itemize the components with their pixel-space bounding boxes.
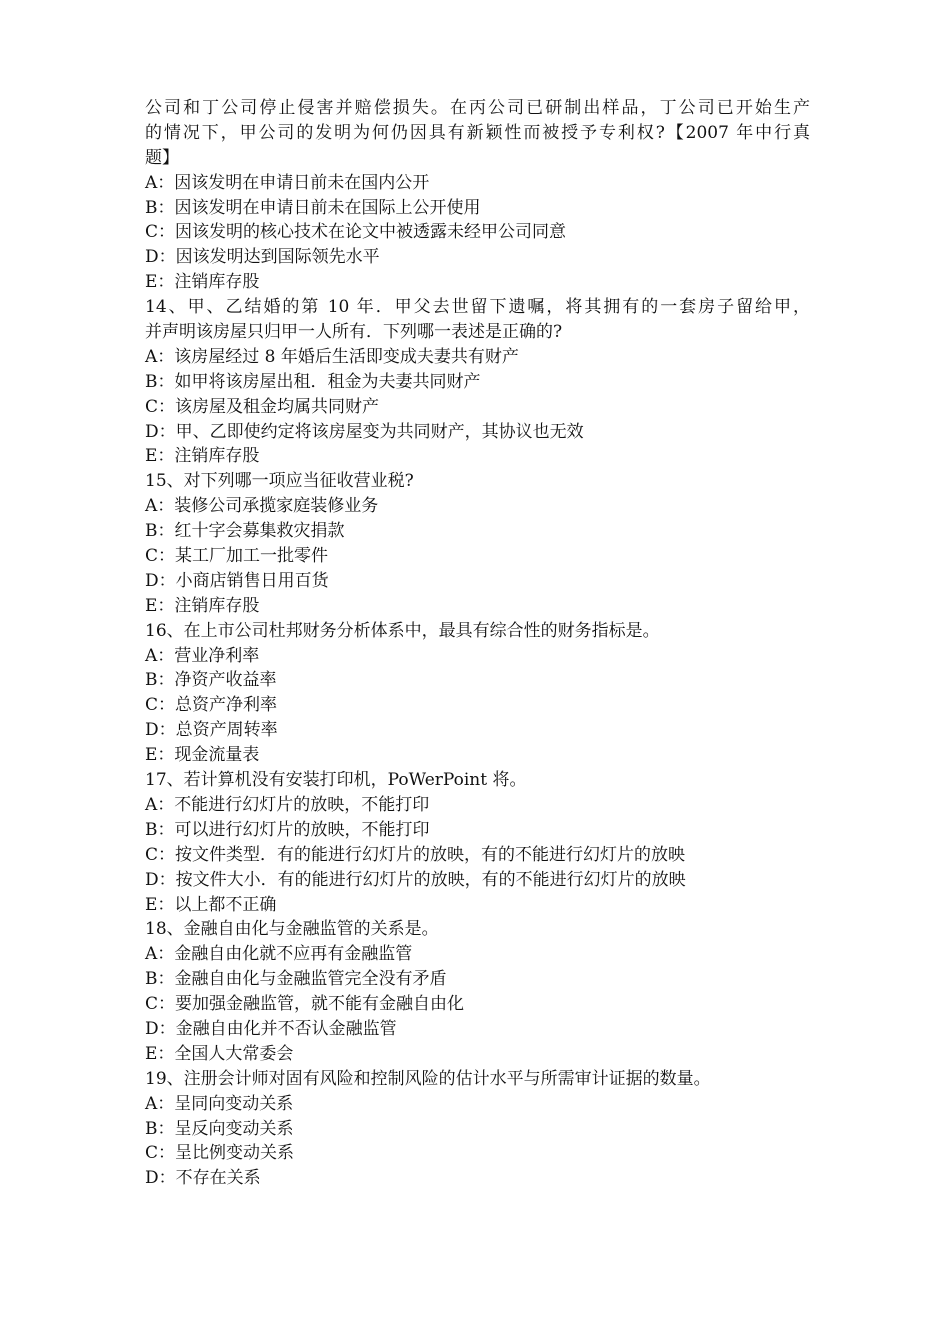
answer-option: B：如甲将该房屋出租．租金为夫妻共同财产 — [145, 371, 481, 392]
answer-option: A：不能进行幻灯片的放映，不能打印 — [145, 794, 430, 815]
answer-option: D：小商店销售日用百货 — [145, 570, 329, 591]
answer-option: C：按文件类型．有的能进行幻灯片的放映，有的不能进行幻灯片的放映 — [145, 844, 686, 865]
answer-option: B：金融自由化与金融监管完全没有矛盾 — [145, 969, 447, 990]
answer-option: B：红十字会募集救灾捐款 — [145, 521, 345, 542]
answer-option: C：呈比例变动关系 — [145, 1143, 295, 1164]
question-stem-line: 14、甲、乙结婚的第 10 年．甲父去世留下遗嘱，将其拥有的一套房子留给甲， — [145, 297, 810, 318]
answer-option: C：要加强金融监管，就不能有金融自由化 — [145, 994, 465, 1015]
question-18 — [145, 917, 810, 1066]
answer-option: A：金融自由化就不应再有金融监管 — [145, 944, 413, 965]
answer-option: C：某工厂加工一批零件 — [145, 546, 329, 567]
answer-option: E：现金流量表 — [145, 745, 260, 766]
answer-option: A：呈同向变动关系 — [145, 1093, 294, 1114]
question-19 — [145, 1067, 810, 1191]
question-stem-line: 的情况下，甲公司的发明为何仍因具有新颖性而被授予专利权?【2007 年中行真 — [145, 122, 810, 143]
answer-option: D：金融自由化并不否认金融监管 — [145, 1018, 397, 1039]
answer-option: B：因该发明在申请日前未在国际上公开使用 — [145, 197, 481, 218]
question-13-continuation — [145, 96, 810, 295]
answer-option: A：装修公司承揽家庭装修业务 — [145, 496, 379, 517]
question-14 — [145, 295, 810, 469]
answer-option: D：总资产周转率 — [145, 720, 278, 741]
answer-option: D：因该发明达到国际领先水平 — [145, 247, 380, 268]
question-stem-line: 17、若计算机没有安装打印机，PoWerPoint 将。 — [145, 770, 527, 791]
question-stem-line: 题】 — [145, 147, 179, 168]
answer-option: D：不存在关系 — [145, 1168, 261, 1189]
answer-option: B：呈反向变动关系 — [145, 1118, 294, 1139]
question-16 — [145, 619, 810, 768]
answer-option: C：该房屋及租金均属共同财产 — [145, 396, 380, 417]
question-stem-line: 公司和丁公司停止侵害并赔偿损失。在丙公司已研制出样品，丁公司已开始生产 — [145, 98, 810, 118]
answer-option: E：全国人大常委会 — [145, 1043, 294, 1064]
answer-option: D：甲、乙即使约定将该房屋变为共同财产，其协议也无效 — [145, 421, 584, 442]
question-15 — [145, 469, 810, 618]
answer-option: C：因该发明的核心技术在论文中被透露未经甲公司同意 — [145, 222, 567, 243]
answer-option: D：按文件大小．有的能进行幻灯片的放映，有的不能进行幻灯片的放映 — [145, 869, 686, 890]
answer-option: A：因该发明在申请日前未在国内公开 — [145, 172, 430, 193]
question-stem-line: 16、在上市公司杜邦财务分析体系中，最具有综合性的财务指标是。 — [145, 620, 660, 641]
question-stem-line: 15、对下列哪一项应当征收营业税? — [145, 471, 414, 492]
answer-option: E：注销库存股 — [145, 595, 260, 616]
answer-option: E：注销库存股 — [145, 446, 260, 467]
answer-option: C：总资产净利率 — [145, 695, 278, 716]
question-stem-line: 并声明该房屋只归甲一人所有．下列哪一表述是正确的? — [145, 322, 563, 343]
document-page — [145, 96, 810, 1191]
answer-option: B：净资产收益率 — [145, 670, 277, 691]
answer-option: E：注销库存股 — [145, 272, 260, 293]
question-stem-line: 19、注册会计师对固有风险和控制风险的估计水平与所需审计证据的数量。 — [145, 1068, 711, 1089]
question-stem-line: 18、金融自由化与金融监管的关系是。 — [145, 919, 439, 940]
answer-option: B：可以进行幻灯片的放映，不能打印 — [145, 819, 430, 840]
answer-option: A：营业净利率 — [145, 645, 260, 666]
answer-option: E：以上都不正确 — [145, 894, 277, 915]
question-17 — [145, 768, 810, 917]
answer-option: A：该房屋经过 8 年婚后生活即变成夫妻共有财产 — [145, 346, 519, 367]
